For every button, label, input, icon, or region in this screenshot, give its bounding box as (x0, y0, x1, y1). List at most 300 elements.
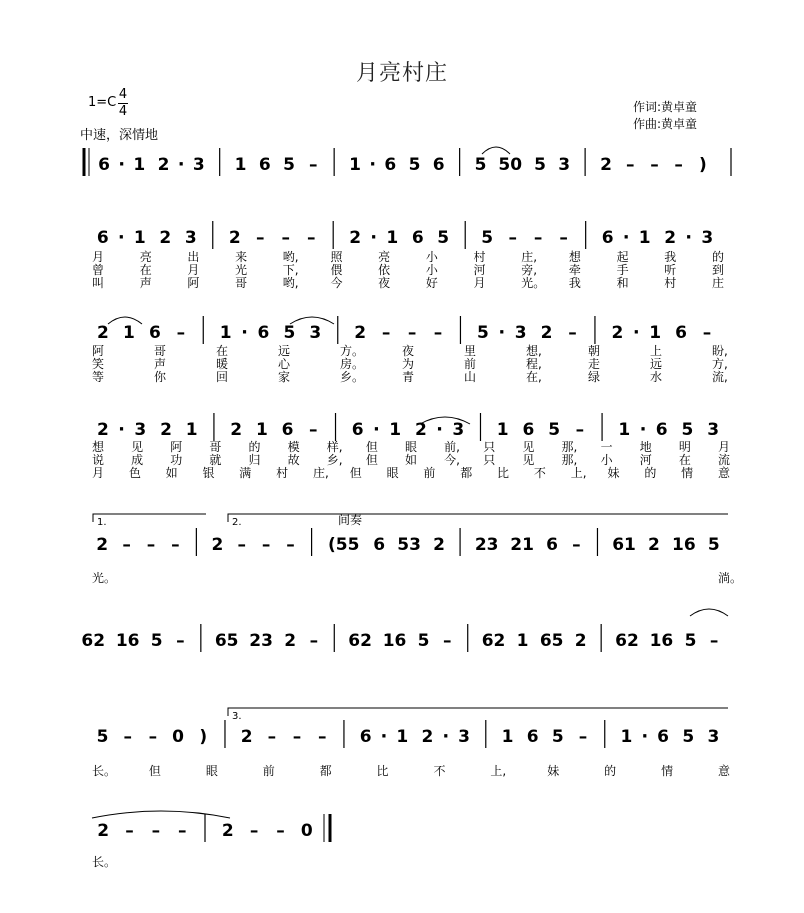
lyric-char: 色 (128, 466, 141, 480)
dash-note: – (533, 228, 543, 248)
dash-note: – (308, 155, 318, 175)
jianpu-note: 2 (96, 420, 109, 440)
jianpu-note: 3 (134, 420, 147, 440)
lyric-char: 夜 (378, 276, 391, 290)
jianpu-note: 1 (516, 631, 529, 651)
lyric-char: 村 (276, 466, 289, 480)
lyric-char: 暖 (216, 357, 229, 371)
lyric-char: 为 (402, 357, 415, 371)
jianpu-note: 2 (96, 535, 109, 555)
jianpu-note: 6 (432, 155, 445, 175)
jianpu-note: 3 (452, 420, 465, 440)
lyric-char: 月 (718, 440, 731, 454)
jianpu-note: (55 (328, 535, 360, 555)
lyric-char: 一 (600, 440, 613, 454)
lyric-char: 见 (522, 440, 535, 454)
lyric-char: 好 (425, 276, 438, 290)
jianpu-note: 1 (638, 228, 651, 248)
lyric-char: 的 (644, 466, 657, 480)
lyric-char: 流, (712, 370, 728, 384)
jianpu-note: 1 (396, 727, 409, 747)
lyric-char: 如 (405, 453, 418, 467)
jianpu-note: 5 (551, 727, 564, 747)
jianpu-note: 65 (214, 631, 239, 651)
lyric-char: 那, (561, 453, 578, 467)
lyric-char: 夜 (402, 344, 415, 358)
lyric-char: 小 (600, 453, 613, 467)
jianpu-note: 6 (526, 727, 539, 747)
dash-note: – (309, 420, 318, 440)
jianpu-note: 2 (160, 420, 172, 440)
jianpu-note: 2 (157, 155, 170, 175)
lyric-char: 远 (278, 344, 291, 358)
jianpu-note: 6 (373, 535, 386, 555)
lyric-char: 不 (433, 764, 446, 778)
jianpu-note: 0 (172, 727, 185, 747)
jianpu-note: 6 (657, 727, 670, 747)
dash-note: – (309, 631, 319, 651)
jianpu-note: 5 (707, 535, 720, 555)
jianpu-note: 1 (123, 323, 135, 343)
jianpu-note: 1 (219, 323, 232, 343)
dot-mark: · (118, 419, 125, 440)
jianpu-note: 62 (81, 631, 106, 651)
jianpu-note: 5 (534, 155, 546, 175)
lyric-char: 见 (131, 440, 144, 454)
lyric-char: 在, (526, 370, 542, 384)
jianpu-note: 2 (421, 727, 434, 747)
jianpu-note: 5 (476, 323, 489, 343)
jianpu-note: 65 (539, 631, 564, 651)
dash-note: – (123, 727, 132, 747)
jianpu-note: 1 (501, 727, 514, 747)
dash-note: – (267, 727, 277, 747)
dash-note: – (508, 228, 517, 248)
lyric-char: 想, (526, 344, 542, 358)
lyric-char: 意 (718, 466, 731, 480)
lyricist-credit: 作词:黄卓童 (633, 100, 698, 114)
lyric-char: 笑 (92, 357, 105, 371)
lyric-char: 来 (235, 250, 248, 264)
lyric-char: 上, (490, 764, 507, 778)
dot-mark: · (370, 227, 378, 248)
lyric-char: 声 (154, 357, 167, 371)
jianpu-note: 0 (300, 821, 313, 841)
lyric-char: 亮 (139, 250, 152, 264)
lyric-char: 月 (92, 250, 105, 264)
dot-mark: · (498, 322, 506, 343)
jianpu-note: 21 (510, 535, 534, 555)
dash-note: – (709, 631, 719, 651)
dash-note: – (625, 155, 635, 175)
jianpu-note: 2 (433, 535, 445, 555)
lyric-char: 明 (678, 440, 691, 454)
lyric-char: 光。 (521, 276, 546, 290)
lyric-char: 满 (239, 466, 252, 480)
lyric-char: 乡。 (340, 370, 365, 384)
lyric-char: 你 (154, 370, 167, 384)
jianpu-note: 16 (382, 631, 407, 651)
jianpu-note: 2 (414, 420, 427, 440)
lyric-char: 庄, (521, 250, 538, 264)
lyric-char: 故 (287, 453, 300, 467)
jianpu-note: 1 (649, 323, 662, 343)
song-title: 月亮村庄 (355, 61, 448, 86)
lyric-char: 流 (718, 453, 731, 467)
dot-mark: · (685, 227, 693, 248)
lyric-char: 小 (425, 263, 438, 277)
lyric-char: 不 (533, 466, 546, 480)
jianpu-note: 2 (540, 323, 553, 343)
jianpu-note: 1 (185, 420, 198, 440)
slur-arc (92, 811, 230, 818)
dash-note: – (572, 535, 581, 555)
jianpu-note: 3 (707, 727, 720, 747)
lyric-char: 前 (423, 466, 436, 480)
lyric-char: 家 (278, 370, 291, 384)
lyric-char: 那, (561, 440, 578, 454)
lyric-char: 小 (425, 250, 438, 264)
lyric-char: 月 (187, 263, 200, 277)
lyric-char: 意 (718, 764, 731, 778)
lyric-char: 哥 (154, 344, 167, 358)
lyric-char: 见 (522, 453, 535, 467)
jianpu-note: 50 (498, 155, 523, 175)
volta-bracket (228, 514, 728, 522)
time-signature-bottom: 4 (118, 104, 128, 119)
lyric-char: 妹 (607, 466, 620, 480)
jianpu-note: 5 (283, 155, 295, 175)
jianpu-note: 6 (351, 420, 364, 440)
jianpu-note: 1 (386, 228, 399, 248)
dash-note: – (249, 821, 259, 841)
jianpu-note: 2 (230, 420, 243, 440)
lyric-char: 在 (678, 453, 691, 467)
lyric-char: 哥 (235, 276, 248, 290)
jianpu-note: 5 (417, 631, 430, 651)
lyric-char: 眼 (205, 764, 218, 778)
lyric-char: 淌。 (718, 571, 743, 585)
lyric-char: 回 (216, 370, 229, 384)
lyric-char: 照 (330, 250, 343, 264)
lyric-char: 哥 (209, 440, 222, 454)
dash-note: – (125, 821, 134, 841)
jianpu-note: 1 (349, 155, 361, 175)
lyric-char: 在 (139, 263, 152, 277)
dash-note: – (176, 323, 186, 343)
jianpu-note: 5 (408, 155, 421, 175)
lyric-char: 房。 (340, 357, 365, 371)
jianpu-note: 2 (349, 228, 362, 248)
jianpu-note: 2 (611, 323, 624, 343)
lyric-char: 朝 (588, 344, 601, 358)
dash-note: – (381, 323, 391, 343)
volta-bracket (228, 708, 728, 716)
jianpu-note: 2 (97, 821, 110, 841)
dash-note: – (151, 821, 161, 841)
jianpu-note: 16 (649, 631, 674, 651)
jianpu-note: 1 (133, 228, 146, 248)
dash-note: – (306, 228, 316, 248)
dash-note: – (261, 535, 271, 555)
lyric-char: 下, (282, 263, 299, 277)
dash-note: – (286, 535, 295, 555)
lyric-char: 绿 (588, 370, 601, 384)
jianpu-note: 2 (221, 821, 234, 841)
jianpu-note: 6 (546, 535, 558, 555)
jianpu-note: 2 (240, 727, 253, 747)
volta-label: 3. (232, 711, 242, 722)
dash-note: – (176, 631, 185, 651)
lyric-char: 庄 (712, 276, 725, 290)
lyric-char: 银 (202, 466, 215, 480)
jianpu-note: 3 (707, 420, 720, 440)
jianpu-note: 5 (548, 420, 561, 440)
lyric-char: 前 (262, 764, 275, 778)
lyric-char: 的 (248, 440, 261, 454)
jianpu-note: 1 (620, 727, 633, 747)
jianpu-note: 6 (384, 155, 397, 175)
lyric-char: 庄, (312, 466, 329, 480)
jianpu-note: 2 (211, 535, 224, 555)
jianpu-note: 23 (249, 631, 273, 651)
slur-arc (482, 147, 510, 154)
jianpu-note: 3 (192, 155, 205, 175)
dot-mark: · (369, 154, 377, 175)
jianpu-note: 3 (309, 323, 322, 343)
jianpu-note: 3 (701, 228, 714, 248)
dash-note: – (148, 727, 158, 747)
jianpu-note: 6 (98, 155, 111, 175)
lyric-char: 依 (378, 263, 391, 277)
jianpu-note: ) (699, 155, 707, 175)
lyric-char: 走 (588, 357, 601, 371)
lyric-char: 但 (148, 764, 161, 778)
lyric-char: 起 (616, 250, 629, 264)
jianpu-note: 2 (228, 228, 241, 248)
dash-note: – (407, 323, 417, 343)
lyric-char: 长。 (92, 855, 117, 869)
volta-bracket (93, 514, 206, 522)
lyric-char: 心 (278, 357, 291, 371)
jianpu-note: 5 (682, 727, 695, 747)
jianpu-note: 16 (672, 535, 696, 555)
lyric-char: 程, (526, 357, 542, 371)
dot-mark: · (641, 726, 649, 747)
jianpu-note: 6 (522, 420, 535, 440)
lyric-char: 方。 (340, 344, 365, 358)
jianpu-note: 23 (474, 535, 499, 555)
lyric-char: 亮 (378, 250, 391, 264)
lyric-char: 今, (444, 453, 460, 467)
dot-mark: · (117, 227, 125, 248)
lyric-char: 模 (287, 440, 300, 454)
composer-credit: 作曲:黄卓童 (633, 117, 698, 131)
time-signature-top: 4 (118, 87, 128, 102)
dash-note: – (443, 631, 452, 651)
dash-note: – (674, 155, 683, 175)
jianpu-note: 3 (184, 228, 197, 248)
interlude-label: 间奏 (338, 513, 363, 527)
lyric-char: 但 (365, 453, 378, 467)
lyric-char: 里 (464, 344, 477, 358)
lyric-char: 说 (92, 453, 105, 467)
lyric-char: 今 (330, 276, 343, 290)
lyric-char: 我 (664, 250, 677, 264)
dash-note: – (122, 535, 131, 555)
lyric-char: 上, (570, 466, 587, 480)
dash-note: – (568, 323, 577, 343)
dash-note: – (276, 821, 285, 841)
jianpu-note: 2 (159, 228, 172, 248)
jianpu-note: 6 (655, 420, 668, 440)
lyric-char: 都 (319, 764, 332, 778)
jianpu-note: 1 (234, 155, 247, 175)
lyric-char: 阿 (187, 276, 200, 290)
lyric-char: 只 (483, 453, 496, 467)
dash-note: – (177, 821, 187, 841)
jianpu-note: 1 (389, 420, 402, 440)
lyric-char: 成 (131, 453, 144, 467)
lyric-char: 村 (473, 250, 486, 264)
lyric-char: 曾 (92, 263, 105, 277)
jianpu-note: 1 (255, 420, 268, 440)
lyric-char: 河 (639, 453, 652, 467)
lyric-char: 眼 (405, 440, 418, 454)
lyric-char: 的 (712, 250, 725, 264)
jianpu-note: 1 (618, 420, 631, 440)
jianpu-note: 3 (458, 727, 470, 747)
jianpu-note: 16 (115, 631, 140, 651)
lyric-char: 乡, (326, 453, 343, 467)
lyric-char: 前 (464, 357, 477, 371)
dot-mark: · (177, 154, 185, 175)
lyric-char: 想 (568, 250, 581, 264)
lyric-char: 牵 (568, 263, 581, 277)
jianpu-note: 62 (348, 631, 372, 651)
lyric-char: 月 (473, 276, 486, 290)
dot-mark: · (380, 726, 388, 747)
jianpu-note: 5 (684, 631, 697, 651)
jianpu-note: 2 (648, 535, 660, 555)
lyric-char: 光。 (92, 571, 117, 585)
lyric-char: 眼 (386, 466, 399, 480)
lyric-char: 情 (681, 466, 694, 480)
dash-note: – (578, 727, 588, 747)
volta-label: 2. (232, 517, 242, 528)
lyric-char: 比 (376, 764, 389, 778)
dot-mark: · (639, 419, 647, 440)
dash-note: – (559, 228, 568, 248)
lyric-char: 远 (650, 357, 663, 371)
dot-mark: · (373, 419, 380, 440)
lyric-char: 但 (349, 466, 362, 480)
lyric-char: 只 (483, 440, 496, 454)
lyric-char: 功 (170, 453, 183, 467)
dot-mark: · (622, 227, 630, 248)
jianpu-note: 2 (600, 155, 612, 175)
dot-mark: · (241, 322, 248, 343)
lyric-char: 但 (365, 440, 378, 454)
lyric-char: 村 (664, 276, 677, 290)
lyric-char: 光 (235, 263, 248, 277)
lyric-char: 听 (664, 263, 677, 277)
lyric-char: 我 (568, 276, 581, 290)
lyric-char: 归 (248, 453, 261, 467)
lyric-char: 阿 (92, 344, 105, 358)
dot-mark: · (632, 322, 640, 343)
jianpu-note: 1 (133, 155, 146, 175)
lyric-char: 和 (616, 276, 629, 290)
jianpu-note: 62 (481, 631, 506, 651)
lyric-char: 方, (712, 357, 728, 371)
lyric-char: 叫 (92, 276, 105, 290)
lyric-char: 如 (165, 466, 178, 480)
jianpu-note: 5 (283, 323, 296, 343)
volta-label: 1. (97, 517, 107, 528)
lyric-char: 等 (92, 370, 105, 384)
lyric-char: 偎 (330, 263, 343, 277)
jianpu-note: 2 (284, 631, 297, 651)
dash-note: – (171, 535, 180, 555)
jianpu-note: 5 (481, 228, 494, 248)
jianpu-note: 6 (601, 228, 614, 248)
tempo-marking: 中速，深情地 (80, 128, 159, 143)
lyric-char: 上 (650, 344, 663, 358)
lyric-char: 就 (209, 453, 222, 467)
lyric-char: 到 (712, 263, 725, 277)
dot-mark: · (118, 154, 126, 175)
jianpu-note: 61 (612, 535, 636, 555)
lyric-char: 妹 (547, 764, 560, 778)
jianpu-note: 6 (359, 727, 372, 747)
lyric-char: 旁, (521, 263, 538, 277)
jianpu-note: 2 (664, 228, 677, 248)
lyric-char: 月 (92, 466, 105, 480)
dot-mark: · (442, 726, 450, 747)
jianpu-note: 2 (354, 323, 367, 343)
jianpu-note: 6 (281, 420, 294, 440)
lyric-char: 青 (402, 370, 415, 384)
jianpu-note: 6 (96, 228, 109, 248)
lyric-char: 样, (326, 440, 343, 454)
dash-note: – (702, 323, 712, 343)
key-signature: 1=C (88, 95, 117, 110)
jianpu-note: 62 (615, 631, 639, 651)
jianpu-note: 6 (148, 323, 161, 343)
lyric-char: 哟, (282, 276, 299, 290)
slur-arc (690, 609, 728, 616)
jianpu-note: 5 (681, 420, 694, 440)
jianpu-note: 2 (574, 631, 587, 651)
jianpu-note: 5 (150, 631, 163, 651)
lyric-char: 长。 (92, 764, 117, 778)
dash-note: – (650, 155, 659, 175)
dash-note: – (575, 420, 585, 440)
jianpu-note: 6 (258, 155, 271, 175)
lyric-char: 声 (139, 276, 152, 290)
lyric-char: 地 (639, 440, 652, 454)
jianpu-note: 53 (397, 535, 421, 555)
jianpu-note: 5 (437, 228, 450, 248)
dash-note: – (146, 535, 156, 555)
jianpu-note: 6 (257, 323, 270, 343)
jianpu-note: 6 (411, 228, 424, 248)
lyric-char: 阿 (170, 440, 183, 454)
lyric-char: 情 (661, 764, 674, 778)
lyric-char: 想 (92, 440, 105, 454)
lyric-char: 的 (604, 764, 617, 778)
